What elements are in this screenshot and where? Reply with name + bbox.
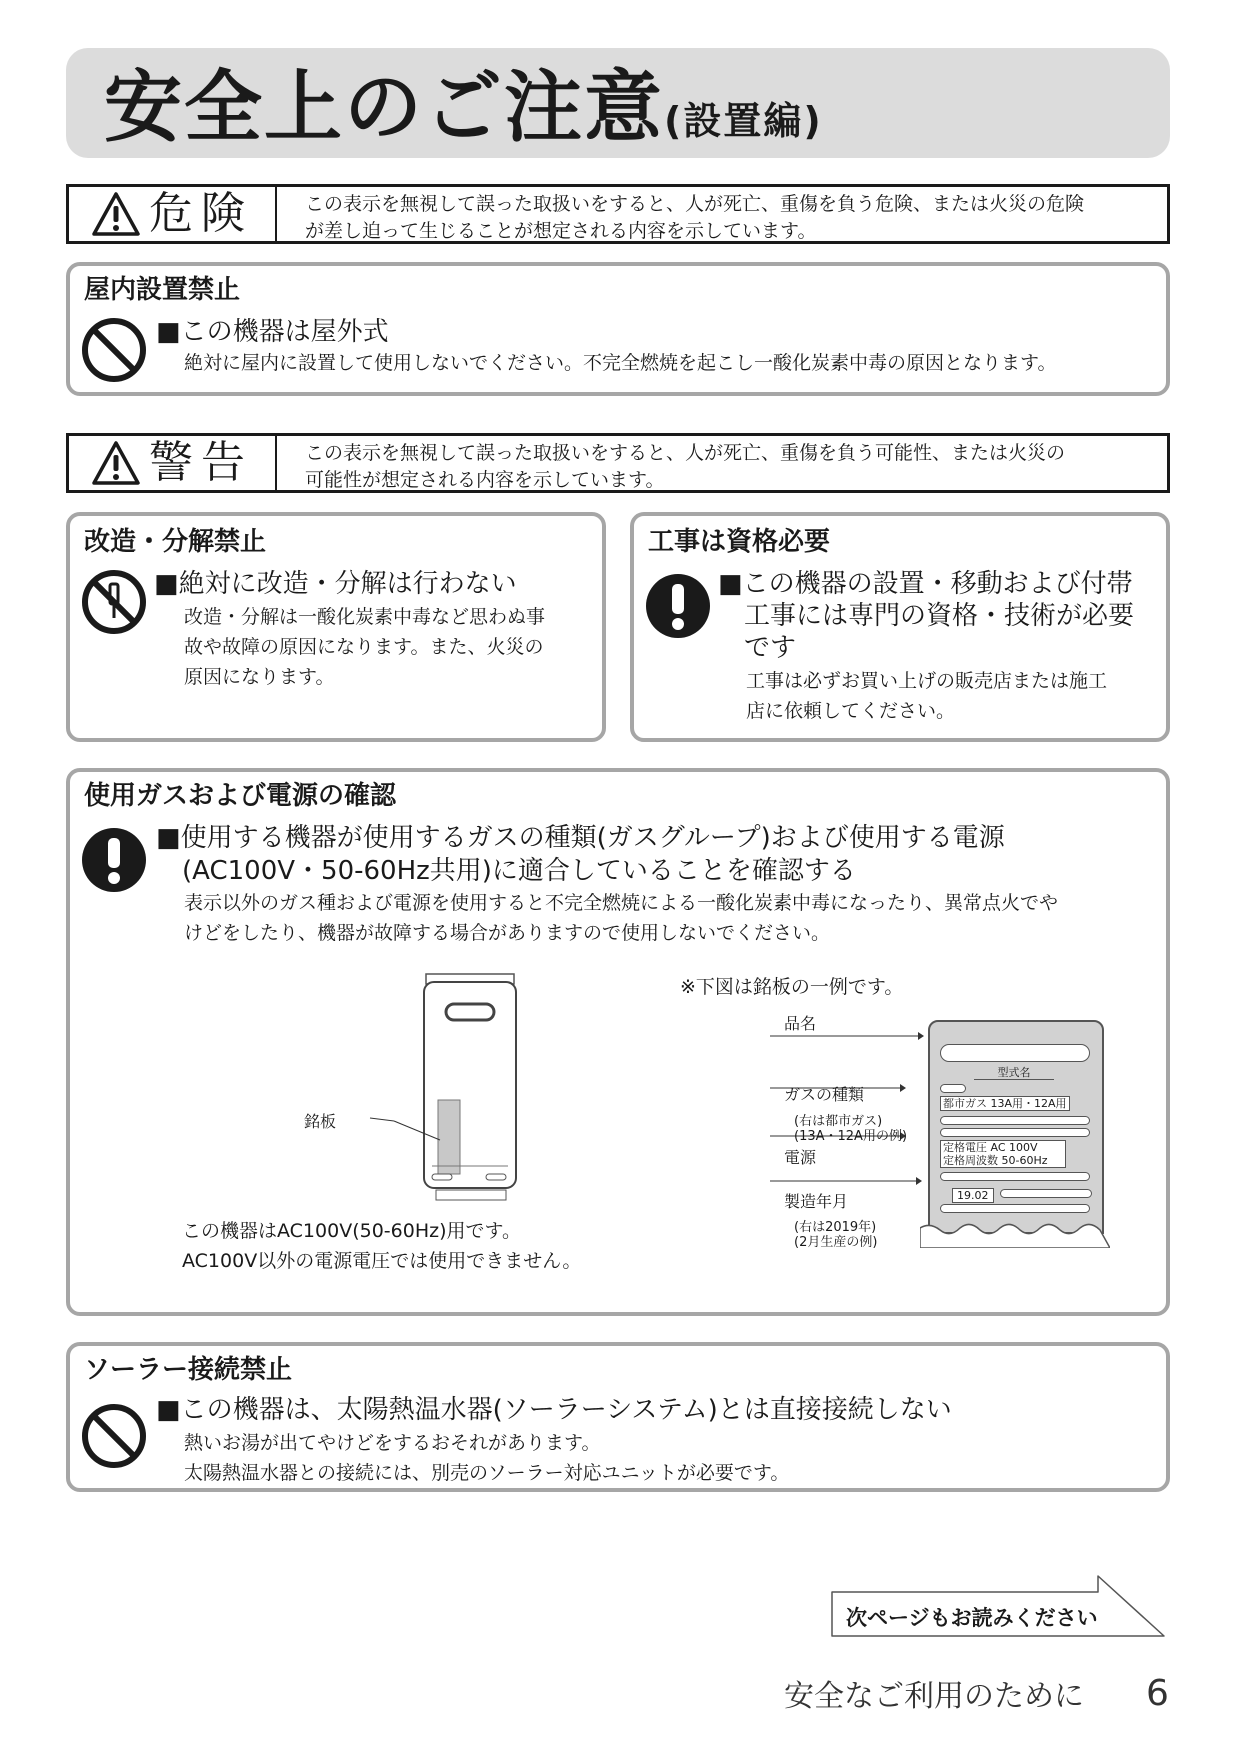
danger-word: 危険 [149,188,253,239]
modify-ban-box [66,512,606,742]
gas-power-box [66,768,1170,1316]
qualification-body: 工事は必ずお買い上げの販売店または施工 店に依頼してください。 [746,670,1108,722]
rating-plate [928,1020,1104,1234]
exclamation-icon [644,572,712,640]
device-label: 銘板 [304,1112,337,1131]
prohibit-icon [80,316,148,384]
modify-ban-body: 改造・分解は一酸化炭素中毒など思わぬ事 故や故障の原因になります。また、火災の 原因になります。 [184,606,546,688]
plate-date: 19.02 [952,1188,994,1203]
plate-label-mfg: 製造年月 [784,1192,849,1211]
modify-ban-title: 改造・分解禁止 [84,527,267,557]
plate-power: 定格電圧 AC 100V 定格周波数 50-60Hz [940,1140,1066,1168]
plate-label-power: 電源 [784,1148,817,1167]
solar-ban-body: 熱いお湯が出てやけどをするおそれがあります。 太陽熱温水器との接続には、別売のソーラー対応ユニットが必要です。 [184,1432,790,1484]
modify-ban-heading: ■絶対に改造・分解は行わない [154,569,517,599]
indoor-ban-body: 絶対に屋内に設置して使用しないでください。不完全燃焼を起こし一酸化炭素中毒の原因となります。 [184,352,1057,374]
qualification-box [630,512,1170,742]
solar-ban-box [66,1342,1170,1492]
plate-label-gas: ガスの種類 [784,1085,865,1104]
warning-description: この表示を無視して誤った取扱いをすると、人が死亡、重傷を負う可能性、または火災の 可能性が想定される内容を示しています。 [305,442,1066,491]
plate-name-field [940,1044,1090,1062]
footer-section: 安全なご利用のために [784,1679,1084,1714]
warning-triangle-icon [91,191,141,237]
warning-triangle-icon [91,440,141,486]
warning-word: 警告 [149,437,253,488]
danger-description: この表示を無視して誤った取扱いをすると、人が死亡、重傷を負う危険、または火災の危険 が差し迫って生じることが想定される内容を示しています。 [305,193,1085,242]
water-heater-illustration [350,968,520,1208]
plate-model: 型式名 [974,1066,1054,1080]
indoor-ban-title: 屋内設置禁止 [84,275,241,305]
indoor-ban-box [66,262,1170,396]
plate-torn-edge [920,1218,1110,1248]
page-title: 安全上のご注意(設置編) [104,63,823,153]
indoor-ban-heading: ■この機器は屋外式 [156,317,389,347]
plate-label-name: 品名 [784,1014,817,1033]
danger-signal-bar [66,184,1170,244]
qualification-heading: ■この機器の設置・移動および付帯 工事には専門の資格・技術が必要 です [718,569,1135,663]
gas-power-title: 使用ガスおよび電源の確認 [84,781,397,811]
plate-note: ※下図は銘板の一例です。 [680,976,904,998]
page-subtitle: (設置編) [664,99,823,143]
prohibit-icon [80,1402,148,1470]
qualification-title: 工事は資格必要 [648,527,831,557]
plate-gas: 都市ガス 13A用・12A用 [940,1096,1070,1111]
exclamation-icon [80,826,148,894]
gas-power-body: 表示以外のガス種および電源を使用すると不完全燃焼による一酸化炭素中毒になったり、異常点火でや けどをしたり、機器が故障する場合がありますので使用しないでください。 [184,892,1059,944]
no-disassemble-icon [80,568,148,636]
solar-ban-heading: ■この機器は、太陽熱温水器(ソーラーシステム)とは直接接続しない [156,1395,952,1425]
next-page-label: 次ページもお読みください [846,1606,1098,1630]
plate-mfg-example: (右は2019年) (2月生産の例) [794,1220,878,1250]
warning-signal-bar [66,433,1170,493]
gas-power-heading: ■使用する機器が使用するガスの種類(ガスグループ)および使用する電源 (AC100V・50-60Hz共用)に適合していることを確認する [156,823,1005,886]
gas-power-note: この機器はAC100V(50-60Hz)用です。 AC100V以外の電源電圧では使用できません。 [182,1220,582,1272]
page-number: 6 [1146,1673,1169,1714]
solar-ban-title: ソーラー接続禁止 [84,1355,293,1385]
plate-gas-example: (右は都市ガス) (13A・12A用の例) [794,1114,908,1144]
